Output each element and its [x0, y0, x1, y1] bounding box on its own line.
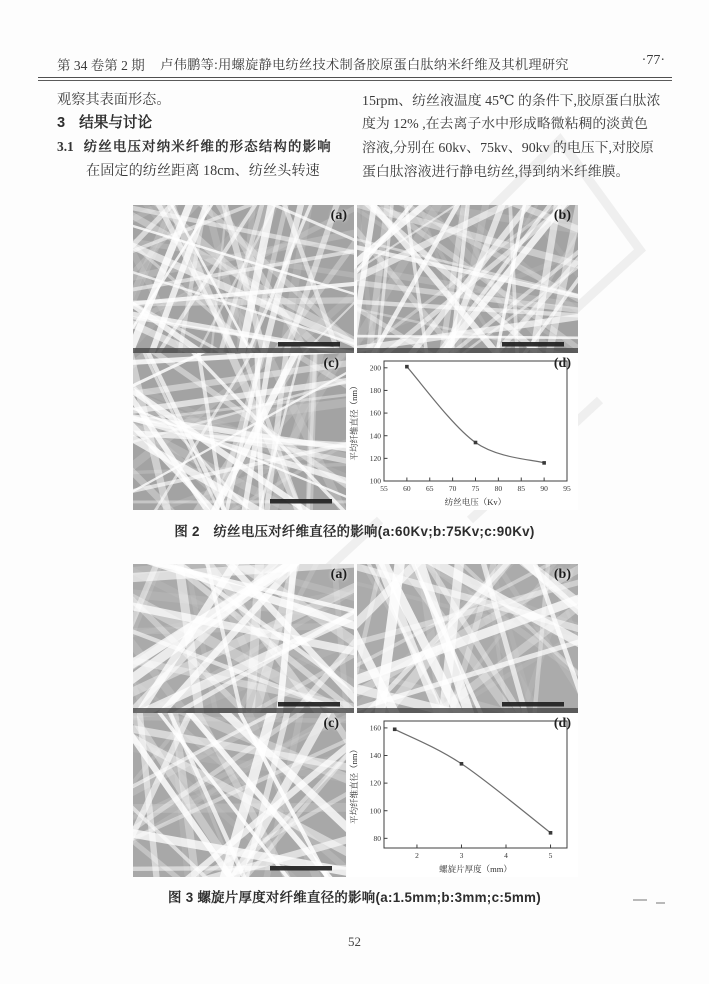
figure-2: [133, 205, 578, 510]
svg-text:100: 100: [369, 476, 381, 486]
scan-artifact: [656, 902, 665, 904]
svg-text:140: 140: [369, 751, 381, 761]
svg-text:100: 100: [369, 806, 381, 816]
body-text-line: 观察其表面形态。: [57, 92, 171, 108]
scan-artifact: [633, 899, 647, 901]
header-double-rule: [38, 77, 672, 81]
figure3-sem-image-c: [133, 713, 346, 877]
running-title: 卢伟鹏等:用螺旋静电纺丝技术制备胶原蛋白肽纳米纤维及其机理研究: [160, 57, 569, 72]
panel-label-c: (c): [323, 356, 339, 371]
figure2-chart-d: [347, 353, 578, 510]
panel-label-d: (d): [553, 356, 571, 371]
subsection-title: 纺丝电压对纳米纤维的形态结构的影响: [83, 139, 332, 154]
figure2-sem-image-c: [133, 353, 346, 510]
section-title: 结果与讨论: [79, 115, 153, 131]
svg-text:75: 75: [471, 484, 480, 493]
svg-text:纺丝电压（Kv）: 纺丝电压（Kv）: [444, 497, 507, 507]
body-text-line: 蛋白肽溶液进行静电纺丝,得到纳米纤维膜。: [362, 165, 630, 180]
svg-text:200: 200: [369, 363, 381, 373]
section-number: 3: [57, 115, 66, 131]
svg-text:160: 160: [369, 408, 381, 418]
figure2-caption: 图 2 纺丝电压对纤维直径的影响(a:60Kv;b:75Kv;c:90Kv): [174, 524, 535, 539]
svg-text:120: 120: [369, 453, 381, 463]
panel-label-b: (b): [553, 208, 571, 223]
svg-text:95: 95: [563, 484, 571, 493]
svg-text:70: 70: [448, 484, 457, 493]
panel-label-a: (a): [330, 567, 347, 582]
svg-text:3: 3: [459, 851, 464, 860]
body-text-line: 溶液,分别在 60kv、75kv、90kv 的电压下,对胶原: [362, 141, 654, 156]
figure2-sem-image-b: [357, 205, 578, 353]
svg-text:5: 5: [548, 851, 553, 860]
svg-text:140: 140: [369, 431, 381, 441]
svg-text:平均纤维直径（nm）: 平均纤维直径（nm）: [349, 381, 359, 461]
svg-text:螺旋片厚度（mm）: 螺旋片厚度（mm）: [439, 864, 512, 874]
panel-label-c: (c): [323, 716, 339, 731]
section-heading: [57, 111, 152, 132]
svg-text:平均纤维直径（nm）: 平均纤维直径（nm）: [349, 745, 359, 824]
journal-volume-issue: 第 34 卷第 2 期: [57, 58, 145, 73]
svg-text:80: 80: [494, 484, 503, 493]
body-text-line: 在固定的纺丝距离 18cm、纺丝头转速: [86, 163, 320, 179]
figure3-chart-d: [347, 713, 578, 877]
svg-text:85: 85: [517, 484, 525, 493]
svg-text:55: 55: [380, 484, 388, 493]
figure-3: [133, 564, 578, 877]
svg-text:90: 90: [540, 484, 548, 493]
svg-text:80: 80: [373, 833, 381, 843]
panel-label-d: (d): [553, 716, 571, 731]
subsection-heading: [57, 136, 332, 155]
svg-text:2: 2: [415, 851, 419, 860]
figure2-sem-image-a: [133, 205, 354, 353]
svg-text:120: 120: [369, 778, 381, 788]
subsection-number: 3.1: [57, 139, 74, 154]
svg-text:60: 60: [403, 484, 411, 493]
svg-text:160: 160: [369, 723, 381, 733]
body-text-line: 度为 12% ,在去离子水中形成略微粘稠的淡黄色: [362, 117, 648, 132]
figure3-caption: 图 3 螺旋片厚度对纤维直径的影响(a:1.5mm;b:3mm;c:5mm): [168, 890, 541, 905]
figure3-sem-image-b: [357, 564, 578, 713]
panel-label-b: (b): [553, 567, 571, 582]
page-number-header: ·77·: [641, 53, 665, 68]
page-number-footer: 52: [348, 934, 361, 949]
svg-text:4: 4: [504, 851, 508, 860]
panel-label-a: (a): [330, 208, 347, 223]
svg-text:180: 180: [369, 386, 381, 396]
svg-text:65: 65: [426, 484, 434, 493]
body-text-line: 15rpm、纺丝液温度 45℃ 的条件下,胶原蛋白肽浓: [362, 94, 661, 109]
figure3-sem-image-a: [133, 564, 354, 713]
